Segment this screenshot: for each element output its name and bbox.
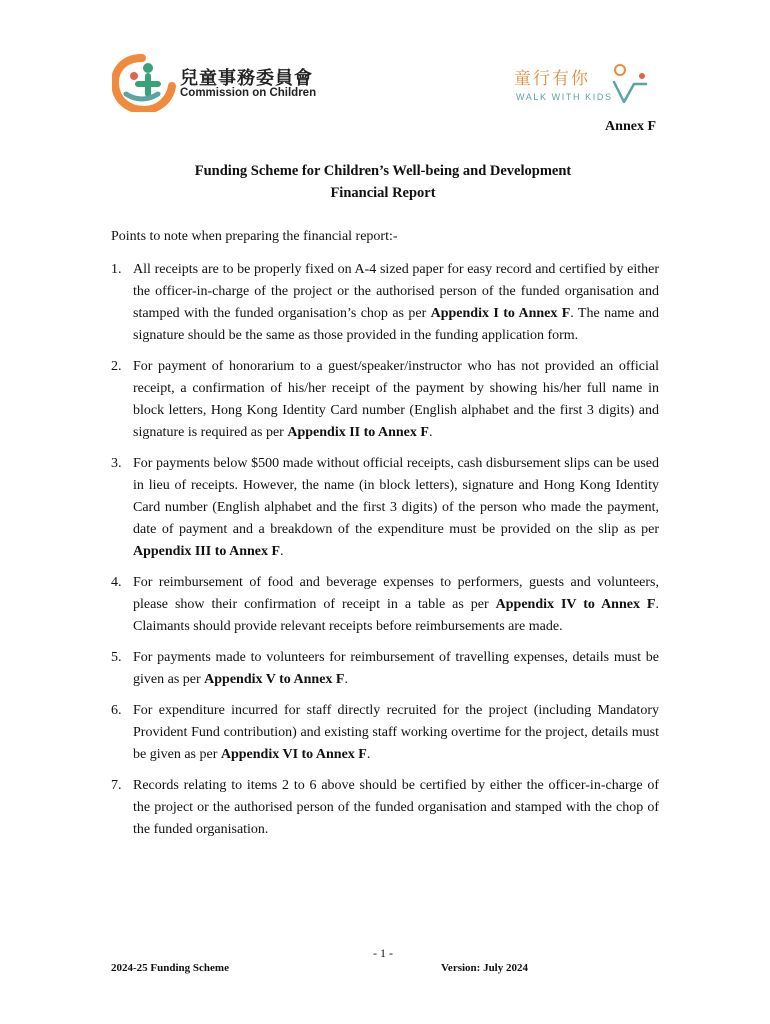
intro-text: Points to note when preparing the financial report:-: [111, 229, 398, 244]
item-text-tail: .: [280, 544, 284, 559]
item-number: 7.: [111, 778, 122, 793]
item-appendix-ref: Appendix III to Annex F: [133, 544, 281, 559]
item-number: 2.: [111, 359, 122, 374]
list-item: [111, 647, 659, 691]
list-item: [111, 453, 659, 563]
item-number: 1.: [111, 262, 122, 277]
list-item: [111, 572, 659, 638]
org-name-en: Commission on Children: [180, 87, 317, 99]
item-text: For payments made to volunteers for reimbursement of travelling expenses, details must be given as per: [133, 650, 659, 687]
item-appendix-ref: Appendix I to Annex F: [430, 306, 571, 321]
footer-version: Version: July 2024: [441, 962, 528, 974]
item-text: All receipts are to be properly fixed on A-4 sized paper for easy record and certified by either the officer-in-charge of the project or the authorised person of the funded organisation and stamped with the funded organisation’s chop as per: [133, 262, 659, 321]
annex-label: Annex F: [605, 119, 656, 134]
item-text-tail: .: [428, 425, 433, 440]
item-text: For reimbursement of food and beverage expenses to performers, guests and volunteers, please show their confirmation of receipt in a table as per: [133, 575, 659, 612]
item-number: 5.: [111, 650, 122, 665]
item-appendix-ref: Appendix II to Annex F: [287, 425, 429, 440]
points-list: [111, 259, 659, 850]
item-text-tail: . The name and signature should be the same as those provided in the funding application form.: [133, 306, 659, 343]
walk-with-kids-logo: [512, 62, 652, 108]
list-item: [111, 700, 659, 766]
footer-scheme: 2024-25 Funding Scheme: [111, 962, 229, 974]
commission-logo-icon: [112, 54, 176, 112]
list-item: [111, 259, 659, 347]
commission-on-children-logo: [112, 54, 317, 112]
item-appendix-ref: Appendix V to Annex F: [204, 672, 345, 687]
item-appendix-ref: Appendix IV to Annex F: [495, 597, 656, 612]
page-number: - 1 -: [373, 946, 393, 960]
item-number: 3.: [111, 456, 122, 471]
list-item: [111, 356, 659, 444]
org-name-zh: 兒童事務委員會: [180, 68, 313, 89]
item-text-tail: . Claimants should provide relevant receipts before reimbursements are made.: [133, 597, 659, 634]
list-item: [111, 775, 659, 841]
item-text-tail: .: [344, 672, 348, 687]
item-text: For payment of honorarium to a guest/speaker/instructor who has not provided an official receipt, a confirmation of his/her receipt of the payment by showing his/her full name in block letters, Hong Kong Identity Card number (English alphabet and the first 3 digits) and signature is required as per: [133, 359, 659, 440]
item-text: Records relating to items 2 to 6 above should be certified by either the officer-in-charge of the project or the authorised person of the funded organisation and stamped with the chop of the funded organisation.: [133, 778, 659, 837]
item-number: 4.: [111, 575, 122, 590]
document-subtitle: Financial Report: [330, 185, 436, 201]
item-text: For payments below $500 made without official receipts, cash disbursement slips can be used in lieu of receipts. However, the name (in block letters), signature and Hong Kong Identity Card number (English alphabet and the first 3 digits) of the person who made the payment, date of payment and a breakdown of the expenditure must be provided on the slip as per: [133, 456, 659, 537]
item-text-tail: .: [366, 747, 371, 762]
campaign-name-zh: 童行有你: [514, 69, 590, 89]
campaign-name-en: WALK WITH KIDS: [516, 92, 613, 102]
document-title: Funding Scheme for Children’s Well-being and Development: [194, 163, 572, 179]
item-number: 6.: [111, 703, 122, 718]
item-appendix-ref: Appendix VI to Annex F: [220, 747, 367, 762]
walking-figure-icon: [610, 62, 652, 108]
item-text: For expenditure incurred for staff directly recruited for the project (including Mandatory Provident Fund contribution) and existing staff working overtime for the project, details must be given as per: [133, 703, 659, 762]
